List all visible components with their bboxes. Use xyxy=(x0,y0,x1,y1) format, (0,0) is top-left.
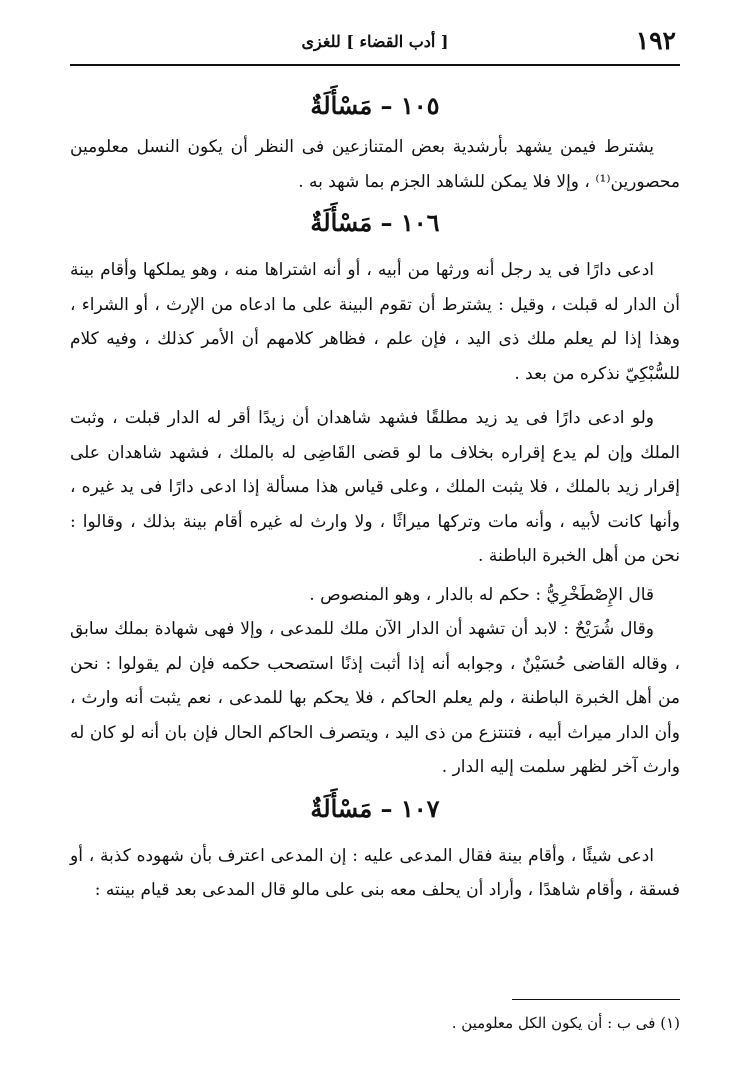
page-number: ١٩٢ xyxy=(635,26,676,55)
section-heading-106: ١٠٦ – مَسْأَلَةٌ xyxy=(310,208,440,237)
footnote: (١) فى ب : أن يكون الكل معلومين . xyxy=(451,1014,680,1032)
paragraph: ادعى دارًا فى يد رجل أنه ورثها من أبيه ، أو أنه اشتراها منه ، وهو يملكها وأقام بينة أن الدار له قبلت ، وقيل : يشترط أن تقوم البينة على ما ادعاه من الإرث ، أو الشراء ، وهذا إذا لم يعلم ملك ذى اليد ، فإن علم ، فظاهر كلامهم أن الأمر كذلك ، وفيه كلام للسُّبْكِيّ نذكره من بعد . xyxy=(70,260,680,384)
page-header xyxy=(70,24,680,66)
section-heading-107: ١٠٧ – مَسْأَلَةٌ xyxy=(310,793,440,823)
paragraph: ولو ادعى دارًا فى يد زيد مطلقًا فشهد شاهدان أن زيدًا أقر له الدار قبلت ، وثبت الملك وإن لم يدع إقراره بخلاف ما لو قضى القَاضِى له بالملك ، فشهد شاهدان على إقرار زيد بالملك ، فلا يثبت الملك ، وعلى قياس هذا مسألة إذا ادعى دارًا فى يد غيره ، وأنها كانت لأبيه ، وأنه مات وتركها ميراثًا ، ولا وارث له غيره أقام بينة بذلك ، وقالوا : نحن من أهل الخبرة الباطنة . xyxy=(70,408,680,566)
page-body xyxy=(70,86,680,908)
paragraph: يشترط فيمن يشهد بأرشدية بعض المتنازعين فى النظر أن يكون النسل معلومين محصورين⁽¹⁾ ، وإلا فلا يمكن للشاهد الجزم بما شهد به . xyxy=(70,137,680,192)
running-title: [ أدب القضاء ] للغزى xyxy=(301,32,449,51)
paragraph: ادعى شيئًا ، وأقام بينة فقال المدعى عليه : إن المدعى اعترف بأن شهوده كذبة ، أو فسقة ، وأقام شاهدًا ، وأراد أن يحلف معه بنى على مالو قال المدعى بعد قيام بينته : xyxy=(70,845,680,900)
section-heading-105: ١٠٥ – مَسْأَلَةٌ xyxy=(310,91,440,120)
footnote-divider xyxy=(512,999,680,1000)
paragraph: قال الإِصْطَخْرِيُّ : حكم له بالدار ، وهو المنصوص . xyxy=(309,584,654,605)
paragraph: وقال شُرَيْحٌ : لابد أن تشهد أن الدار الآن ملك للمدعى ، وإلا فهى شهادة بملك سابق ، وقاله القاضى حُسَيْنٌ ، وجوابه أنه إذا أثبت إذنًا استصحب حكمه فإن لم يقولوا : نحن من أهل الخبرة الباطنة ، ولم يعلم الحاكم ، فلا يحكم بها للمدعى ، نعم يثبت أنه وارث ، وأن الدار ميراث أبيه ، فتنتزع من ذى اليد ، ويتصرف الحاكم الحال فإن بان أنه لو كان له وارث آخر لظهر سلمت إليه الدار . xyxy=(70,619,680,777)
